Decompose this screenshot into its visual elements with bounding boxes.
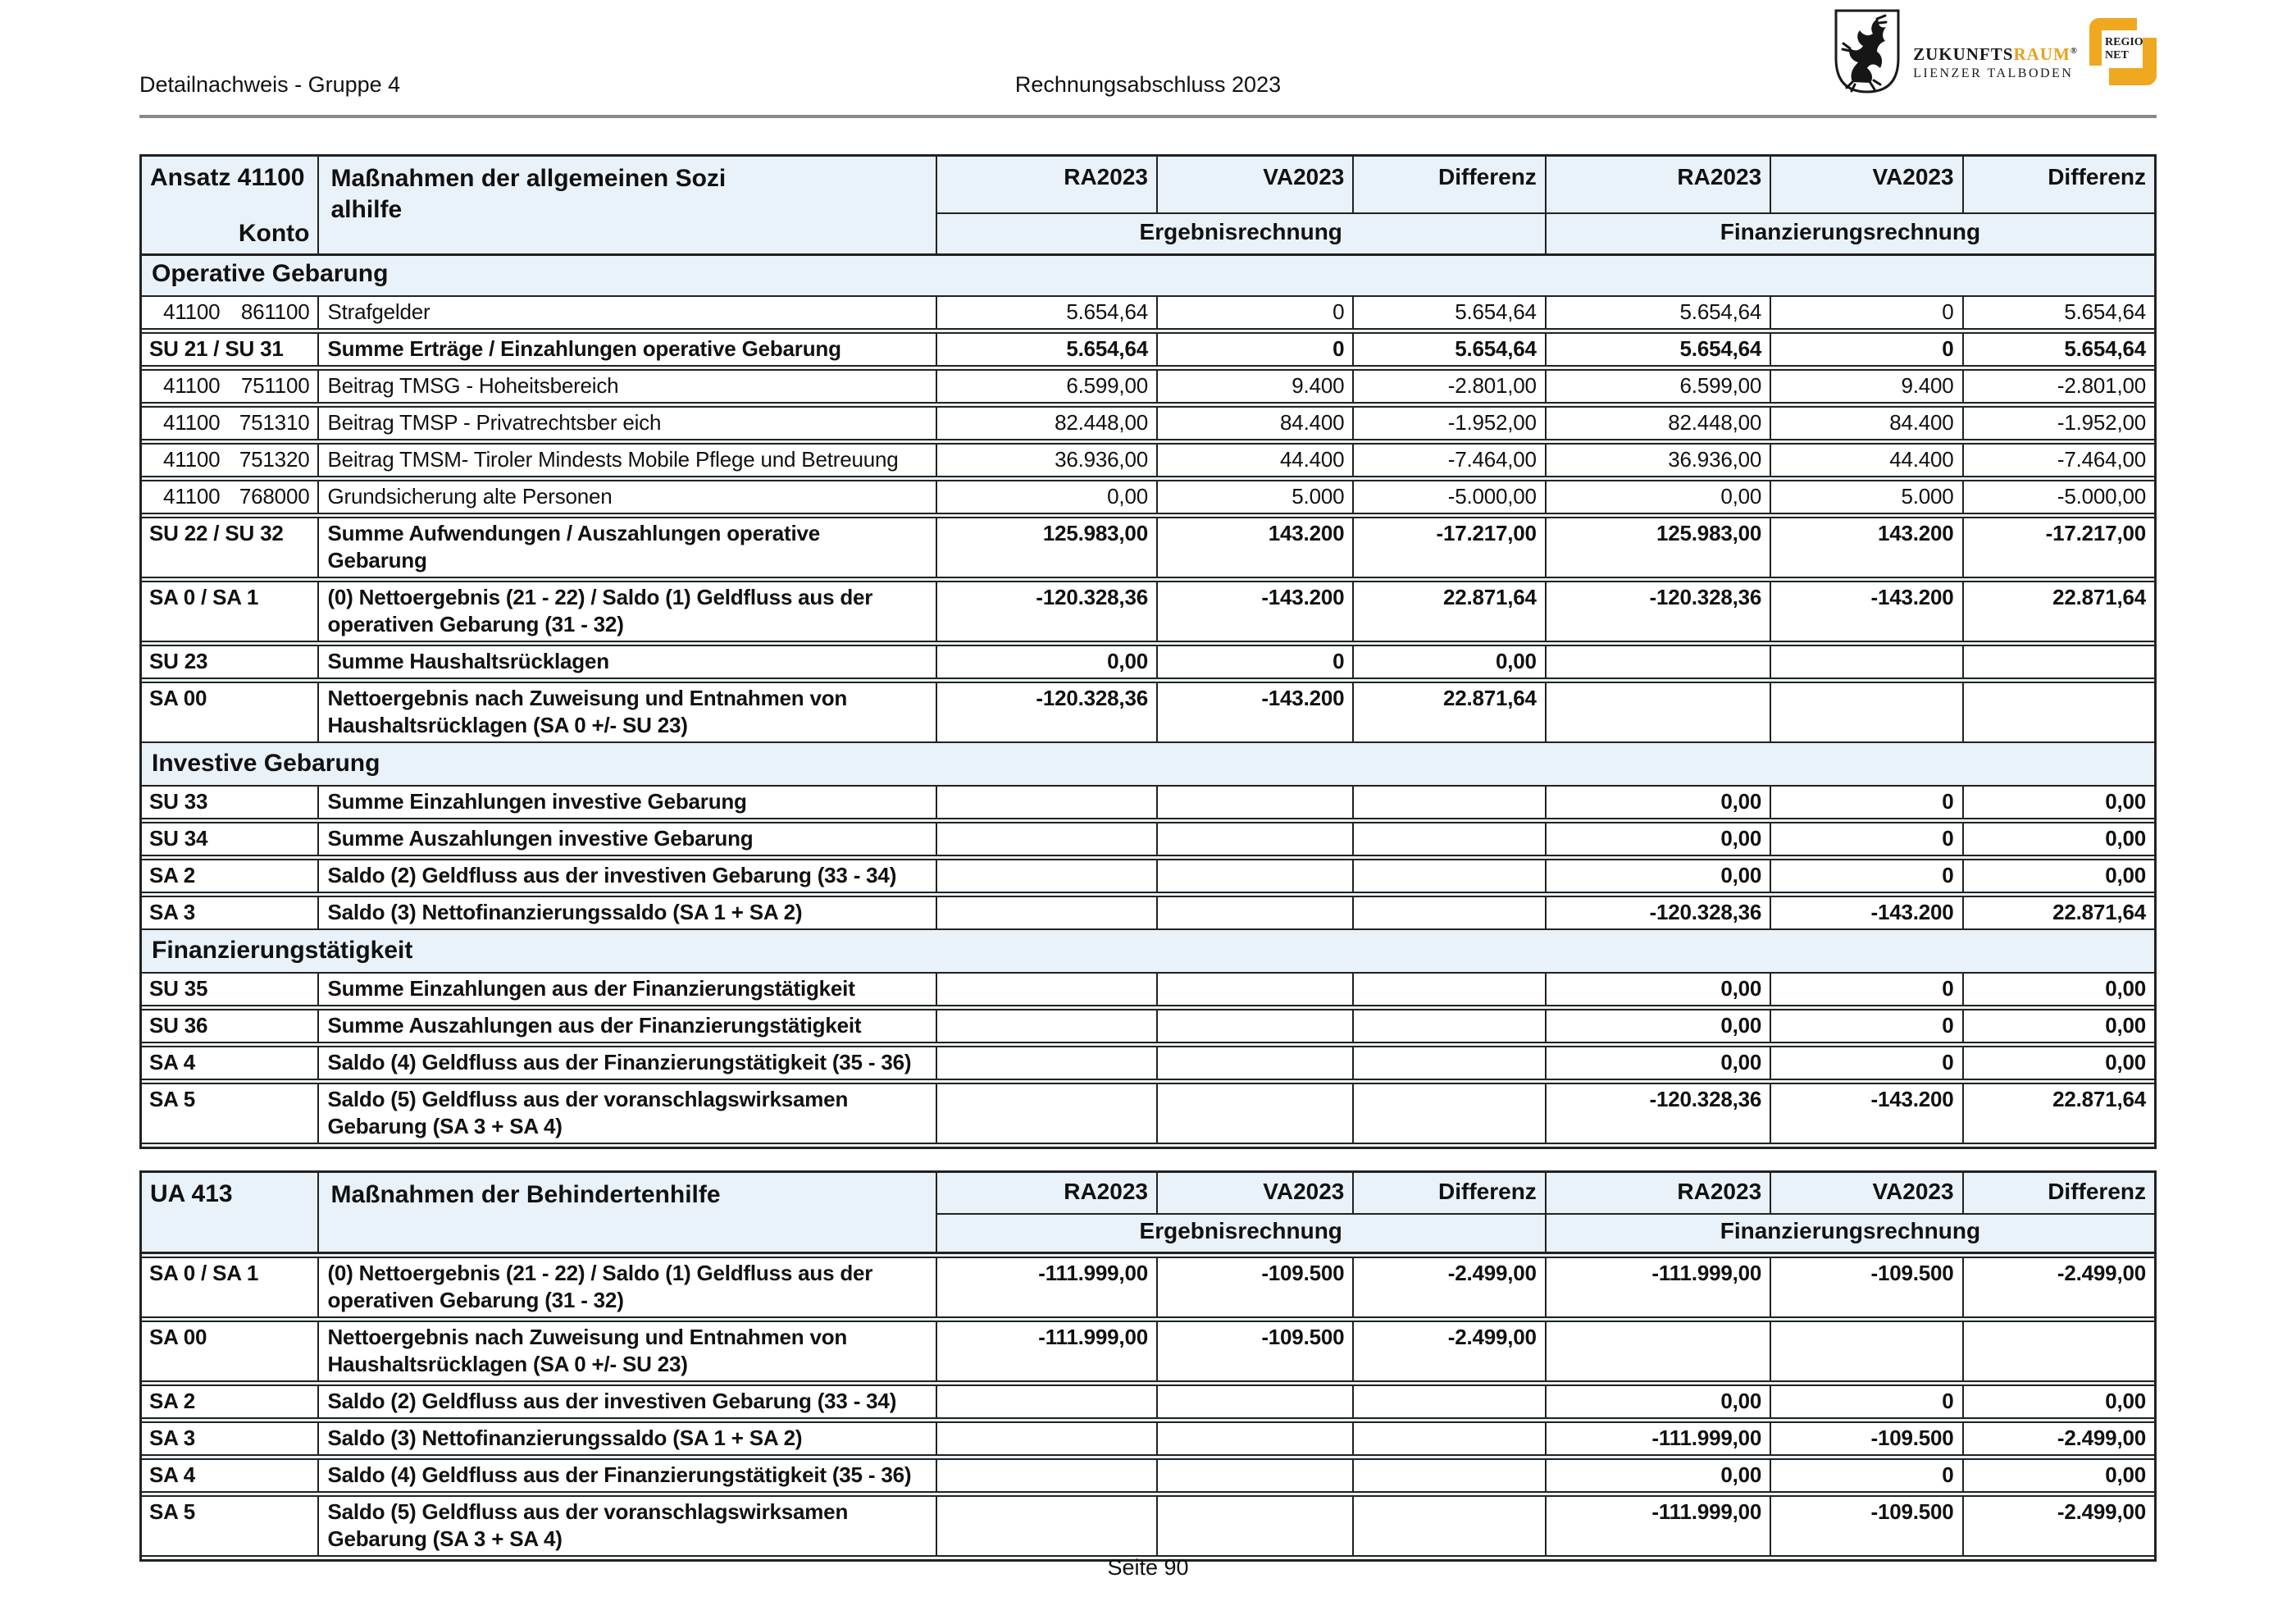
- cell-value: -2.499,00: [1352, 1322, 1544, 1380]
- table-row: [142, 1385, 2154, 1419]
- cell-value: [936, 1386, 1156, 1417]
- table-row: [142, 443, 2154, 477]
- cell-value: 84.400: [1770, 408, 1961, 439]
- cell-value: 0,00: [1962, 787, 2154, 818]
- cell-value: [1352, 860, 1544, 892]
- cell-value: [1156, 787, 1352, 818]
- cell-description: Nettoergebnis nach Zuweisung und Entnahmen von Haushaltsrücklagen (SA 0 +/- SU 23): [317, 683, 935, 741]
- cell-description: Nettoergebnis nach Zuweisung und Entnahmen von Haushaltsrücklagen (SA 0 +/- SU 23): [317, 1322, 935, 1380]
- cell-value: 22.871,64: [1962, 897, 2154, 928]
- cell-value: -120.328,36: [936, 582, 1156, 641]
- cell-description: Summe Aufwendungen / Auszahlungen operative Gebarung: [317, 518, 935, 577]
- cell-value: 0,00: [1545, 787, 1770, 818]
- cell-value: 0,00: [1962, 1460, 2154, 1491]
- cell-value: [1156, 1084, 1352, 1143]
- cell-value: -143.200: [1770, 897, 1961, 928]
- table-row: [142, 369, 2154, 404]
- cell-value: [936, 1047, 1156, 1079]
- cell-value: -109.500: [1770, 1258, 1961, 1316]
- cell-value: 5.654,64: [1352, 334, 1544, 365]
- cell-description: Saldo (4) Geldfluss aus der Finanzierungstätigkeit (35 - 36): [317, 1460, 935, 1491]
- cell-value: -2.801,00: [1962, 371, 2154, 402]
- column-header: VA2023: [1156, 157, 1352, 214]
- cell-value: 5.654,64: [1962, 334, 2154, 365]
- cell-code: SA 4: [149, 1462, 196, 1487]
- cell-value: [1352, 1460, 1544, 1491]
- regionet-wordmark: REGIO NET: [2102, 30, 2143, 68]
- cell-value: -7.464,00: [1352, 445, 1544, 476]
- cell-value: 0,00: [936, 481, 1156, 513]
- cell-value: [1156, 823, 1352, 855]
- cell-code: SU 34: [149, 826, 208, 851]
- cell-value: -109.500: [1770, 1423, 1961, 1454]
- cell-description: Summe Einzahlungen aus der Finanzierungstätigkeit: [317, 974, 935, 1005]
- cell-value: 0: [1770, 1010, 1961, 1042]
- table-row: [142, 581, 2154, 642]
- cell-value: [1156, 1010, 1352, 1042]
- cell-code: SU 33: [149, 789, 208, 814]
- header-ansatz-konto: [142, 157, 317, 253]
- cell-description: Summe Auszahlungen investive Gebarung: [317, 823, 935, 855]
- cell-value: 44.400: [1156, 445, 1352, 476]
- cell-value: 22.871,64: [1962, 582, 2154, 641]
- cell-value: [1156, 897, 1352, 928]
- ansatz-label: UA 413: [150, 1180, 233, 1207]
- cell-code: SA 2: [149, 863, 196, 887]
- table-row: [142, 1321, 2154, 1382]
- cell-description: Saldo (3) Nettofinanzierungssaldo (SA 1 + SA 2): [317, 1423, 935, 1454]
- cell-code: SA 0 / SA 1: [149, 585, 259, 609]
- regionet-logo: [2089, 18, 2157, 85]
- cell-value: -143.200: [1156, 683, 1352, 741]
- cell-value: 0,00: [1962, 823, 2154, 855]
- cell-value: -1.952,00: [1962, 408, 2154, 439]
- cell-value: 0: [1156, 334, 1352, 365]
- cell-value: [1156, 860, 1352, 892]
- cell-code: SA 5: [149, 1087, 196, 1111]
- cell-value: 5.000: [1770, 481, 1961, 513]
- table-row: [142, 1458, 2154, 1493]
- cell-code: SA 4: [149, 1050, 196, 1074]
- cell-value: [1352, 1047, 1544, 1079]
- cell-value: 0,00: [1545, 1047, 1770, 1079]
- cell-value: 5.654,64: [936, 334, 1156, 365]
- cell-code: 41100 768000: [163, 484, 310, 509]
- header-divider: [139, 115, 2157, 118]
- cell-value: [936, 1084, 1156, 1143]
- cell-value: 0: [1770, 787, 1961, 818]
- cell-description: Saldo (2) Geldfluss aus der investiven Gebarung (33 - 34): [317, 860, 935, 892]
- cell-value: [1770, 683, 1961, 741]
- cell-value: -17.217,00: [1962, 518, 2154, 577]
- column-header: Differenz: [1962, 1173, 2154, 1215]
- cell-value: 0,00: [1545, 860, 1770, 892]
- group-header-finanzierungsrechnung: Finanzierungsrechnung: [1545, 214, 2154, 253]
- cell-value: [1352, 897, 1544, 928]
- cell-value: 9.400: [1156, 371, 1352, 402]
- cell-code: SU 35: [149, 976, 208, 1001]
- cell-value: 125.983,00: [936, 518, 1156, 577]
- cell-code: SA 0 / SA 1: [149, 1261, 259, 1285]
- table-body: [142, 256, 2154, 1144]
- cell-description: Saldo (5) Geldfluss aus der voranschlagswirksamen Gebarung (SA 3 + SA 4): [317, 1497, 935, 1555]
- cell-value: 0,00: [1962, 860, 2154, 892]
- table-row: [142, 859, 2154, 893]
- cell-code: SA 5: [149, 1499, 196, 1524]
- section-band: Finanzierungstätigkeit: [152, 937, 413, 964]
- logo-group: [1833, 8, 2157, 95]
- column-header: RA2023: [936, 157, 1156, 214]
- cell-value: 0: [1770, 1047, 1961, 1079]
- table-row: [142, 1257, 2154, 1318]
- cell-value: 22.871,64: [1962, 1084, 2154, 1143]
- cell-code: SU 21 / SU 31: [149, 336, 284, 361]
- column-header: RA2023: [1545, 1173, 1770, 1215]
- cell-code: SU 36: [149, 1013, 208, 1038]
- cell-value: [1545, 1322, 1770, 1380]
- cell-value: -2.499,00: [1352, 1258, 1544, 1316]
- cell-value: 0: [1770, 974, 1961, 1005]
- cell-value: 0: [1770, 823, 1961, 855]
- cell-value: -120.328,36: [936, 683, 1156, 741]
- page-header: [139, 0, 2157, 123]
- cell-value: 0,00: [1545, 1010, 1770, 1042]
- table-header: [142, 1173, 2154, 1254]
- table-row: [142, 332, 2154, 367]
- cell-value: -7.464,00: [1962, 445, 2154, 476]
- cell-value: -120.328,36: [1545, 582, 1770, 641]
- cell-value: -111.999,00: [1545, 1423, 1770, 1454]
- table-row: [142, 1421, 2154, 1456]
- cell-value: [936, 1423, 1156, 1454]
- cell-value: 0,00: [1545, 1386, 1770, 1417]
- table-row: [142, 785, 2154, 819]
- cell-value: 0: [1156, 297, 1352, 328]
- cell-value: [1156, 1460, 1352, 1491]
- cell-value: 0: [1156, 646, 1352, 677]
- cell-value: 0: [1770, 334, 1961, 365]
- cell-value: -2.499,00: [1962, 1497, 2154, 1555]
- cell-value: -143.200: [1156, 582, 1352, 641]
- cell-value: [1156, 974, 1352, 1005]
- cell-value: [936, 897, 1156, 928]
- konto-label: Konto: [238, 220, 310, 247]
- cell-value: 22.871,64: [1352, 582, 1544, 641]
- cell-value: 6.599,00: [1545, 371, 1770, 402]
- cell-value: [936, 787, 1156, 818]
- cell-code: 41100 751320: [163, 447, 310, 472]
- cell-value: 82.448,00: [936, 408, 1156, 439]
- cell-value: 0,00: [1962, 974, 2154, 1005]
- table-row: [142, 1009, 2154, 1043]
- cell-code: SU 23: [149, 649, 208, 673]
- table-row: [142, 645, 2154, 679]
- cell-value: [1352, 1386, 1544, 1417]
- table-title: Maßnahmen der Behindertenhilfe: [317, 1173, 935, 1252]
- table-row: [142, 972, 2154, 1006]
- cell-value: -2.499,00: [1962, 1258, 2154, 1316]
- zukunftsraum-subline: LIENZER TALBODEN: [1913, 66, 2074, 80]
- cell-description: (0) Nettoergebnis (21 - 22) / Saldo (1) Geldfluss aus der operativen Gebarung (31 - 32): [317, 582, 935, 641]
- cell-value: [1962, 646, 2154, 677]
- group-header-finanzierungsrechnung: Finanzierungsrechnung: [1545, 1215, 2154, 1252]
- cell-value: [1352, 787, 1544, 818]
- cell-value: 5.654,64: [936, 297, 1156, 328]
- cell-value: 5.000: [1156, 481, 1352, 513]
- cell-description: Beitrag TMSP - Privatrechtsber eich: [317, 408, 935, 439]
- cell-value: -111.999,00: [1545, 1258, 1770, 1316]
- table-ansatz-41100: [139, 154, 2157, 1149]
- cell-description: Summe Auszahlungen aus der Finanzierungstätigkeit: [317, 1010, 935, 1042]
- cell-value: [1352, 1423, 1544, 1454]
- cell-value: 0,00: [1962, 1010, 2154, 1042]
- table-row: [142, 480, 2154, 514]
- group-header-ergebnisrechnung: Ergebnisrechnung: [936, 214, 1545, 253]
- cell-value: 36.936,00: [1545, 445, 1770, 476]
- cell-value: -1.952,00: [1352, 408, 1544, 439]
- cell-description: Grundsicherung alte Personen: [317, 481, 935, 513]
- column-header: VA2023: [1156, 1173, 1352, 1215]
- cell-code: SA 3: [149, 900, 196, 924]
- cell-code: 41100 751310: [163, 410, 310, 435]
- cell-value: [936, 860, 1156, 892]
- cell-value: [1545, 646, 1770, 677]
- cell-value: -5.000,00: [1352, 481, 1544, 513]
- cell-value: 143.200: [1770, 518, 1961, 577]
- section-band: Investive Gebarung: [152, 750, 380, 777]
- cell-value: 0,00: [936, 646, 1156, 677]
- cell-value: [1352, 823, 1544, 855]
- cell-value: [936, 1010, 1156, 1042]
- report-body: [139, 154, 2157, 1562]
- cell-code: SA 00: [149, 1325, 207, 1349]
- cell-code: SA 00: [149, 686, 207, 710]
- cell-value: 143.200: [1156, 518, 1352, 577]
- table-ua-413: [139, 1170, 2157, 1562]
- cell-value: 0: [1770, 860, 1961, 892]
- table-row: [142, 295, 2154, 330]
- cell-value: 5.654,64: [1962, 297, 2154, 328]
- cell-value: 82.448,00: [1545, 408, 1770, 439]
- cell-description: Beitrag TMSG - Hoheitsbereich: [317, 371, 935, 402]
- document-title: Detailnachweis - Gruppe 4: [139, 72, 401, 97]
- cell-value: -111.999,00: [936, 1258, 1156, 1316]
- cell-value: -5.000,00: [1962, 481, 2154, 513]
- cell-value: -111.999,00: [1545, 1497, 1770, 1555]
- cell-value: -143.200: [1770, 1084, 1961, 1143]
- cell-value: [1770, 646, 1961, 677]
- cell-code: 41100 751100: [163, 373, 310, 398]
- cell-value: 125.983,00: [1545, 518, 1770, 577]
- table-row: [142, 517, 2154, 578]
- cell-description: Beitrag TMSM- Tiroler Mindests Mobile Pflege und Betreuung: [317, 445, 935, 476]
- cell-value: -109.500: [1770, 1497, 1961, 1555]
- cell-value: [1156, 1497, 1352, 1555]
- cell-value: 5.654,64: [1545, 334, 1770, 365]
- cell-value: [936, 974, 1156, 1005]
- cell-value: 0,00: [1545, 481, 1770, 513]
- cell-value: [1545, 683, 1770, 741]
- cell-description: Saldo (2) Geldfluss aus der investiven Gebarung (33 - 34): [317, 1386, 935, 1417]
- table-row: [142, 822, 2154, 856]
- cell-value: 44.400: [1770, 445, 1961, 476]
- cell-value: -109.500: [1156, 1258, 1352, 1316]
- cell-description: Summe Erträge / Einzahlungen operative Gebarung: [317, 334, 935, 365]
- cell-code: SA 3: [149, 1426, 196, 1450]
- cell-code: SA 2: [149, 1389, 196, 1413]
- cell-value: [936, 823, 1156, 855]
- cell-description: (0) Nettoergebnis (21 - 22) / Saldo (1) Geldfluss aus der operativen Gebarung (31 - 32): [317, 1258, 935, 1316]
- cell-value: 0,00: [1545, 823, 1770, 855]
- cell-value: 0,00: [1352, 646, 1544, 677]
- cell-value: -111.999,00: [936, 1322, 1156, 1380]
- cell-value: 0,00: [1962, 1047, 2154, 1079]
- cell-value: 0,00: [1962, 1386, 2154, 1417]
- column-header: RA2023: [1545, 157, 1770, 214]
- cell-value: 0,00: [1545, 1460, 1770, 1491]
- cell-value: [1352, 1497, 1544, 1555]
- cell-description: Saldo (4) Geldfluss aus der Finanzierungstätigkeit (35 - 36): [317, 1047, 935, 1079]
- cell-value: -143.200: [1770, 582, 1961, 641]
- page-number: Seite 90: [1107, 1555, 1189, 1580]
- cell-value: [1352, 1010, 1544, 1042]
- cell-value: 9.400: [1770, 371, 1961, 402]
- cell-value: 0: [1770, 1386, 1961, 1417]
- cell-description: Summe Haushaltsrücklagen: [317, 646, 935, 677]
- table-row: [142, 682, 2154, 743]
- cell-value: -2.801,00: [1352, 371, 1544, 402]
- cell-value: 0: [1770, 297, 1961, 328]
- cell-value: 36.936,00: [936, 445, 1156, 476]
- cell-value: [1156, 1386, 1352, 1417]
- cell-value: 0: [1770, 1460, 1961, 1491]
- coat-of-arms-icon: [1833, 8, 1902, 95]
- cell-value: [1352, 974, 1544, 1005]
- table-row: [142, 406, 2154, 440]
- table-row: [142, 1046, 2154, 1080]
- cell-value: [1962, 683, 2154, 741]
- cell-value: [1962, 1322, 2154, 1380]
- section-band: Operative Gebarung: [152, 260, 389, 287]
- table-row: [142, 896, 2154, 930]
- header-ansatz-konto: [142, 1173, 317, 1252]
- cell-description: Saldo (3) Nettofinanzierungssaldo (SA 1 + SA 2): [317, 897, 935, 928]
- cell-value: [1352, 1084, 1544, 1143]
- cell-value: 5.654,64: [1545, 297, 1770, 328]
- table-row: [142, 1083, 2154, 1144]
- column-header: Differenz: [1962, 157, 2154, 214]
- column-header: VA2023: [1770, 157, 1961, 214]
- column-header: Differenz: [1352, 1173, 1544, 1215]
- cell-code: SU 22 / SU 32: [149, 521, 284, 545]
- cell-value: [1156, 1423, 1352, 1454]
- table-header: [142, 157, 2154, 256]
- cell-value: -120.328,36: [1545, 1084, 1770, 1143]
- cell-value: -120.328,36: [1545, 897, 1770, 928]
- column-header: RA2023: [936, 1173, 1156, 1215]
- table-row: [142, 1495, 2154, 1557]
- zukunftsraum-wordmark: ZUKUNFTSRAUM®: [1913, 44, 2078, 64]
- cell-value: [936, 1460, 1156, 1491]
- cell-value: [1156, 1047, 1352, 1079]
- column-header: VA2023: [1770, 1173, 1961, 1215]
- cell-value: -109.500: [1156, 1322, 1352, 1380]
- table-title: Maßnahmen der allgemeinen Sozi alhilfe: [317, 157, 935, 253]
- cell-value: -17.217,00: [1352, 518, 1544, 577]
- cell-value: [1770, 1322, 1961, 1380]
- cell-value: 0,00: [1545, 974, 1770, 1005]
- ansatz-label: Ansatz 41100: [150, 164, 305, 191]
- zukunftsraum-logo: [1913, 44, 2078, 81]
- cell-value: -2.499,00: [1962, 1423, 2154, 1454]
- cell-description: Saldo (5) Geldfluss aus der voranschlagswirksamen Gebarung (SA 3 + SA 4): [317, 1084, 935, 1143]
- cell-value: [936, 1497, 1156, 1555]
- table-body: [142, 1257, 2154, 1557]
- column-header: Differenz: [1352, 157, 1544, 214]
- cell-value: 84.400: [1156, 408, 1352, 439]
- cell-value: 6.599,00: [936, 371, 1156, 402]
- cell-code: 41100 861100: [163, 299, 310, 324]
- report-title: Rechnungsabschluss 2023: [1014, 72, 1282, 97]
- cell-description: Strafgelder: [317, 297, 935, 328]
- cell-description: Summe Einzahlungen investive Gebarung: [317, 787, 935, 818]
- cell-value: 22.871,64: [1352, 683, 1544, 741]
- group-header-ergebnisrechnung: Ergebnisrechnung: [936, 1215, 1545, 1252]
- cell-value: 5.654,64: [1352, 297, 1544, 328]
